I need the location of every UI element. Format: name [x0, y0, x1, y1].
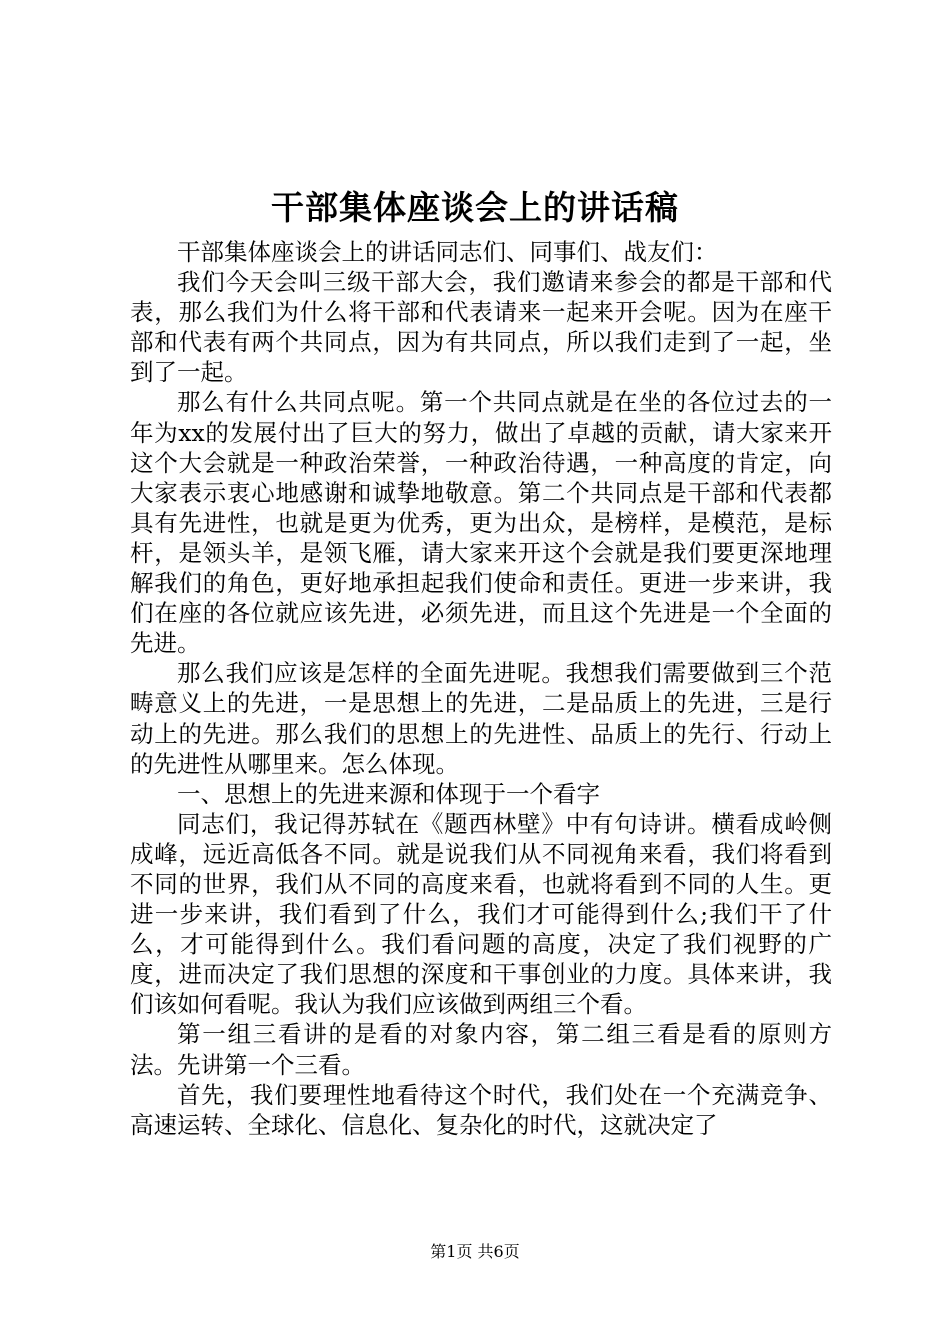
page-footer: 第1页 共6页: [430, 1242, 520, 1261]
paragraph-two-groups: 第一组三看讲的是看的对象内容，第二组三看是看的原则方法。先讲第一个三看。: [130, 1020, 832, 1079]
document-title: 干部集体座谈会上的讲话稿: [271, 188, 679, 227]
paragraph-common-points: 那么有什么共同点呢。第一个共同点就是在坐的各位过去的一年为xx的发展付出了巨大的努力，做出了卓越的贡献，请大家来开这个大会就是一种政治荣誉，一种政治待遇，一种高度的肯定，向大家表示衷心地感谢和诚挚地敬意。第二个共同点是干部和代表都具有先进性，也就是更为优秀，更为出众，是榜样，是模范，是标杆，是领头羊，是领飞雁，请大家来开这个会就是我们要更深地理解我们的角色，更好地承担起我们使命和责任。更进一步来讲，我们在座的各位就应该先进，必须先进，而且这个先进是一个全面的先进。: [130, 388, 832, 658]
document-body: [130, 237, 832, 1140]
paragraph-first-view: 首先，我们要理性地看待这个时代，我们处在一个充满竞争、高速运转、全球化、信息化、复杂化的时代，这就决定了: [130, 1080, 832, 1139]
paragraph-comprehensive-advancement: 那么我们应该是怎样的全面先进呢。我想我们需要做到三个范畴意义上的先进，一是思想上的先进，二是品质上的先进，三是行动上的先进。那么我们的思想上的先进性、品质上的先行、行动上的先进性从哪里来。怎么体现。: [130, 659, 832, 778]
section-heading-thought: 一、思想上的先进来源和体现于一个看字: [177, 779, 600, 808]
paragraph-intro: 我们今天会叫三级干部大会，我们邀请来参会的都是干部和代表，那么我们为什么将干部和代表请来一起来开会呢。因为在座干部和代表有两个共同点，因为有共同点，所以我们走到了一起，坐到了一起。: [130, 268, 832, 387]
paragraph-greeting: 干部集体座谈会上的讲话同志们、同事们、战友们：: [177, 238, 718, 266]
paragraph-poem: 同志们，我记得苏轼在《题西林壁》中有句诗讲。横看成岭侧成峰，远近高低各不同。就是说我们从不同视角来看，我们将看到不同的世界，我们从不同的高度来看，也就将看到不同的人生。更进一步来讲，我们看到了什么，我们才可能得到什么;我们干了什么，才可能得到什么。我们看问题的高度，决定了我们视野的广度，进而决定了我们思想的深度和干事创业的力度。具体来讲，我们该如何看呢。我认为我们应该做到两组三个看。: [130, 809, 832, 1019]
